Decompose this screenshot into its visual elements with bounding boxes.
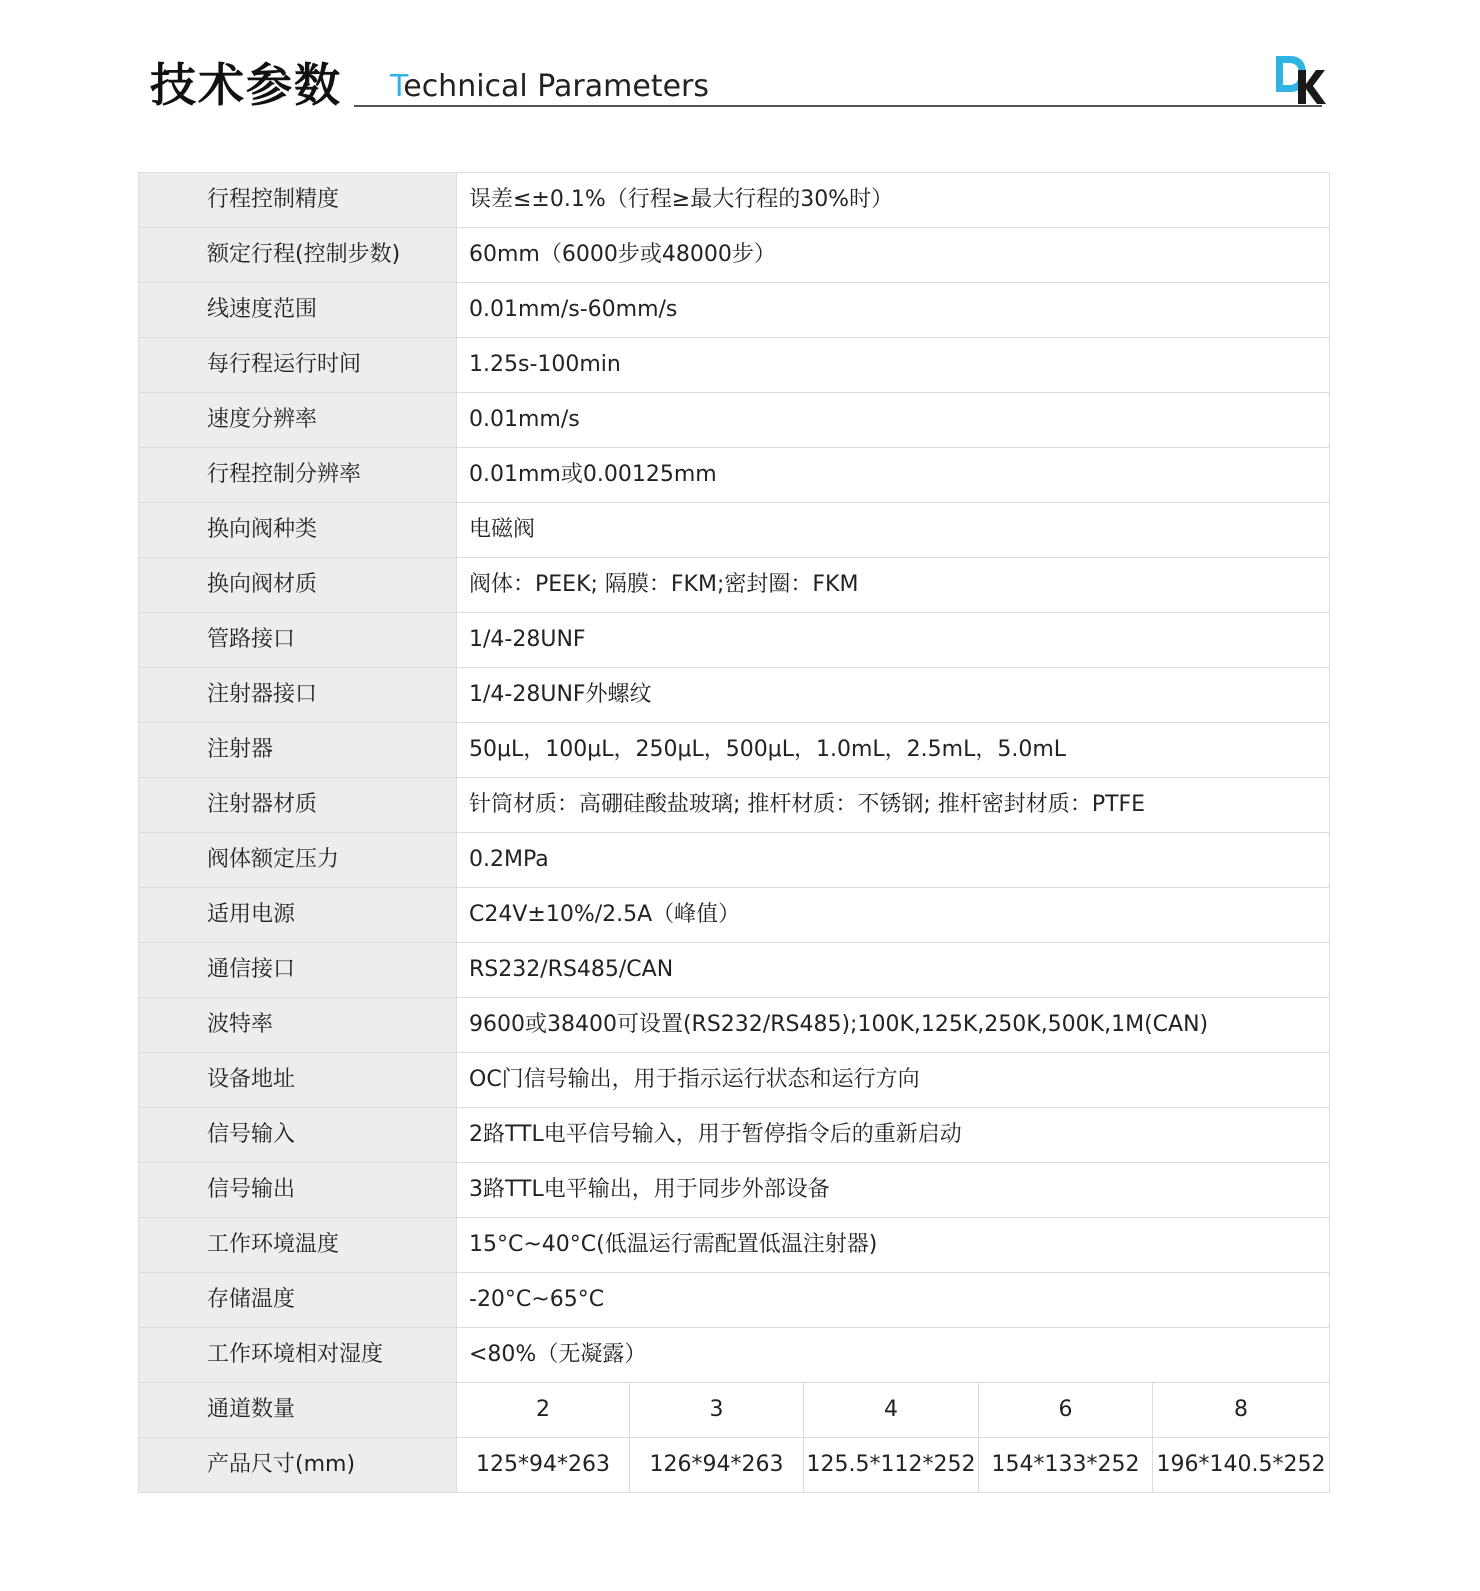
table-row — [139, 1273, 1330, 1328]
table-row — [139, 888, 1330, 943]
table-row — [139, 998, 1330, 1053]
row-value: RS232/RS485/CAN — [457, 943, 1330, 998]
row-label: 通信接口 — [139, 943, 457, 998]
row-label: 行程控制分辨率 — [139, 448, 457, 503]
row-value: 阀体：PEEK; 隔膜：FKM;密封圈：FKM — [457, 558, 1330, 613]
channel-count-cell: 3 — [630, 1383, 804, 1438]
row-label: 通道数量 — [139, 1383, 457, 1438]
row-value: 0.01mm或0.00125mm — [457, 448, 1330, 503]
table-row — [139, 1163, 1330, 1218]
channel-count-cell: 6 — [979, 1383, 1153, 1438]
row-value: C24V±10%/2.5A（峰值） — [457, 888, 1330, 943]
row-label: 额定行程(控制步数) — [139, 228, 457, 283]
table-row — [139, 173, 1330, 228]
table-row — [139, 1218, 1330, 1273]
row-label: 工作环境相对湿度 — [139, 1328, 457, 1383]
row-value: -20°C~65°C — [457, 1273, 1330, 1328]
table-row — [139, 448, 1330, 503]
dk-logo-icon — [1274, 54, 1326, 104]
table-row — [139, 503, 1330, 558]
channel-count-cell: 2 — [457, 1383, 630, 1438]
row-label: 设备地址 — [139, 1053, 457, 1108]
table-row-channels — [139, 1383, 1330, 1438]
dimension-cell: 126*94*263 — [630, 1438, 804, 1493]
table-row — [139, 558, 1330, 613]
row-label: 行程控制精度 — [139, 173, 457, 228]
row-label: 产品尺寸(mm) — [139, 1438, 457, 1493]
dimension-cell: 125*94*263 — [457, 1438, 630, 1493]
row-value: 1/4-28UNF — [457, 613, 1330, 668]
row-label: 适用电源 — [139, 888, 457, 943]
row-value: 3路TTL电平输出，用于同步外部设备 — [457, 1163, 1330, 1218]
row-value: 1/4-28UNF外螺纹 — [457, 668, 1330, 723]
row-label: 信号输出 — [139, 1163, 457, 1218]
table-row — [139, 613, 1330, 668]
row-value: 9600或38400可设置(RS232/RS485);100K,125K,250K,500K,1M(CAN) — [457, 998, 1330, 1053]
table-row — [139, 228, 1330, 283]
table-row — [139, 393, 1330, 448]
channel-count-cell: 8 — [1153, 1383, 1330, 1438]
row-label: 波特率 — [139, 998, 457, 1053]
row-label: 换向阀种类 — [139, 503, 457, 558]
page-title: 技术参数 — [150, 58, 342, 112]
subtitle-rest: echnical Parameters — [403, 69, 710, 104]
row-label: 每行程运行时间 — [139, 338, 457, 393]
table-row — [139, 778, 1330, 833]
row-label: 注射器接口 — [139, 668, 457, 723]
row-label: 管路接口 — [139, 613, 457, 668]
page-header — [150, 55, 1322, 111]
table-row-dimensions — [139, 1438, 1330, 1493]
row-label: 注射器材质 — [139, 778, 457, 833]
header-divider — [354, 105, 1322, 107]
row-label: 线速度范围 — [139, 283, 457, 338]
row-value: OC门信号输出，用于指示运行状态和运行方向 — [457, 1053, 1330, 1108]
row-label: 信号输入 — [139, 1108, 457, 1163]
table-row — [139, 1108, 1330, 1163]
table-row — [139, 833, 1330, 888]
spec-table — [138, 172, 1330, 1493]
dimension-cell: 125.5*112*252 — [804, 1438, 979, 1493]
row-label: 阀体额定压力 — [139, 833, 457, 888]
row-value: 60mm（6000步或48000步） — [457, 228, 1330, 283]
table-row — [139, 943, 1330, 998]
row-value: 1.25s-100min — [457, 338, 1330, 393]
row-label: 存储温度 — [139, 1273, 457, 1328]
table-row — [139, 723, 1330, 778]
subtitle-initial: T — [390, 69, 404, 104]
row-label: 换向阀材质 — [139, 558, 457, 613]
row-label: 工作环境温度 — [139, 1218, 457, 1273]
row-value: 0.2MPa — [457, 833, 1330, 888]
channel-count-cell: 4 — [804, 1383, 979, 1438]
page-subtitle — [390, 69, 709, 105]
row-value: 0.01mm/s-60mm/s — [457, 283, 1330, 338]
row-label: 速度分辨率 — [139, 393, 457, 448]
row-value: 15°C~40°C(低温运行需配置低温注射器) — [457, 1218, 1330, 1273]
row-value: 误差≤±0.1%（行程≥最大行程的30%时） — [457, 173, 1330, 228]
table-row — [139, 1053, 1330, 1108]
row-value: 针筒材质：高硼硅酸盐玻璃; 推杆材质：不锈钢; 推杆密封材质：PTFE — [457, 778, 1330, 833]
row-value: 电磁阀 — [457, 503, 1330, 558]
table-row — [139, 283, 1330, 338]
table-row — [139, 1328, 1330, 1383]
row-value: 50μL，100μL，250μL，500μL，1.0mL，2.5mL，5.0mL — [457, 723, 1330, 778]
dimension-cell: 154*133*252 — [979, 1438, 1153, 1493]
spec-table-body — [139, 173, 1330, 1493]
table-row — [139, 338, 1330, 393]
dimension-cell: 196*140.5*252 — [1153, 1438, 1330, 1493]
table-row — [139, 668, 1330, 723]
row-value: 2路TTL电平信号输入，用于暂停指令后的重新启动 — [457, 1108, 1330, 1163]
row-label: 注射器 — [139, 723, 457, 778]
row-value: 0.01mm/s — [457, 393, 1330, 448]
row-value: <80%（无凝露） — [457, 1328, 1330, 1383]
